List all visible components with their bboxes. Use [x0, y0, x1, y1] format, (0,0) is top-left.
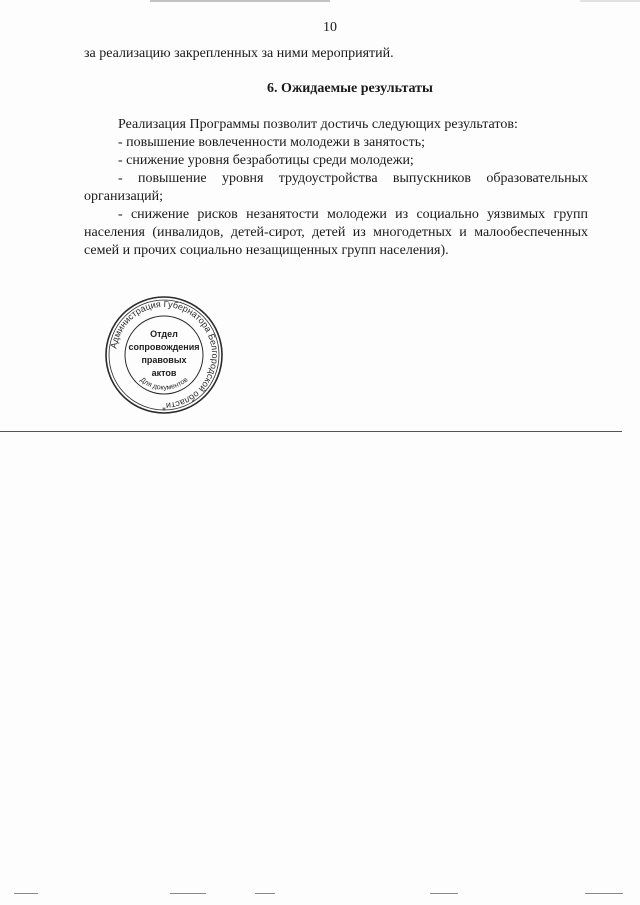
page-number: 10	[323, 20, 337, 35]
section-title: 6. Ожидаемые результаты	[267, 81, 433, 96]
top-scan-edge	[0, 0, 640, 2]
stamp-bottom-text: Для документов	[138, 376, 190, 392]
result-item-4-line-1: - снижение рисков незанятости молодежи из социально уязвимых групп	[118, 207, 588, 222]
bottom-divider-rule	[0, 431, 622, 432]
result-item-4-line-3: семей и прочих социально незащищенных групп населения).	[84, 243, 449, 258]
stamp-center-line-2: сопровождения	[128, 342, 200, 352]
scan-artifact-3	[255, 893, 275, 894]
stamp-center-line-3: правовых	[141, 355, 187, 365]
results-section	[84, 116, 588, 260]
official-stamp	[103, 294, 225, 416]
stamp-ring-text: Администрация Губернатора Белгородской области	[108, 298, 221, 412]
result-item-1: - повышение вовлеченности молодежи в занятость;	[118, 135, 426, 150]
continuation-paragraph	[84, 45, 588, 63]
stamp-star: *	[162, 406, 166, 415]
result-item-3-line-2: организаций;	[84, 189, 164, 204]
result-item-2: - снижение уровня безработицы среди молодежи;	[118, 153, 414, 168]
stamp-center-line-1: Отдел	[150, 329, 178, 339]
continuation-line: за реализацию закрепленных за ними мероприятий.	[84, 46, 394, 61]
scan-artifact-2	[170, 893, 206, 894]
scan-artifact-1	[14, 893, 38, 894]
stamp-seal-icon	[103, 294, 225, 416]
scan-artifact-5	[585, 893, 623, 894]
scan-artifact-4	[430, 893, 458, 894]
stamp-center-line-4: актов	[151, 368, 177, 378]
result-item-3-line-1: - повышение уровня трудоустройства выпускников образовательных	[118, 171, 588, 186]
results-intro: Реализация Программы позволит достичь следующих результатов:	[118, 117, 518, 132]
result-item-4-line-2: населения (инвалидов, детей-сирот, детей из многодетных и малообеспеченных	[84, 225, 588, 240]
